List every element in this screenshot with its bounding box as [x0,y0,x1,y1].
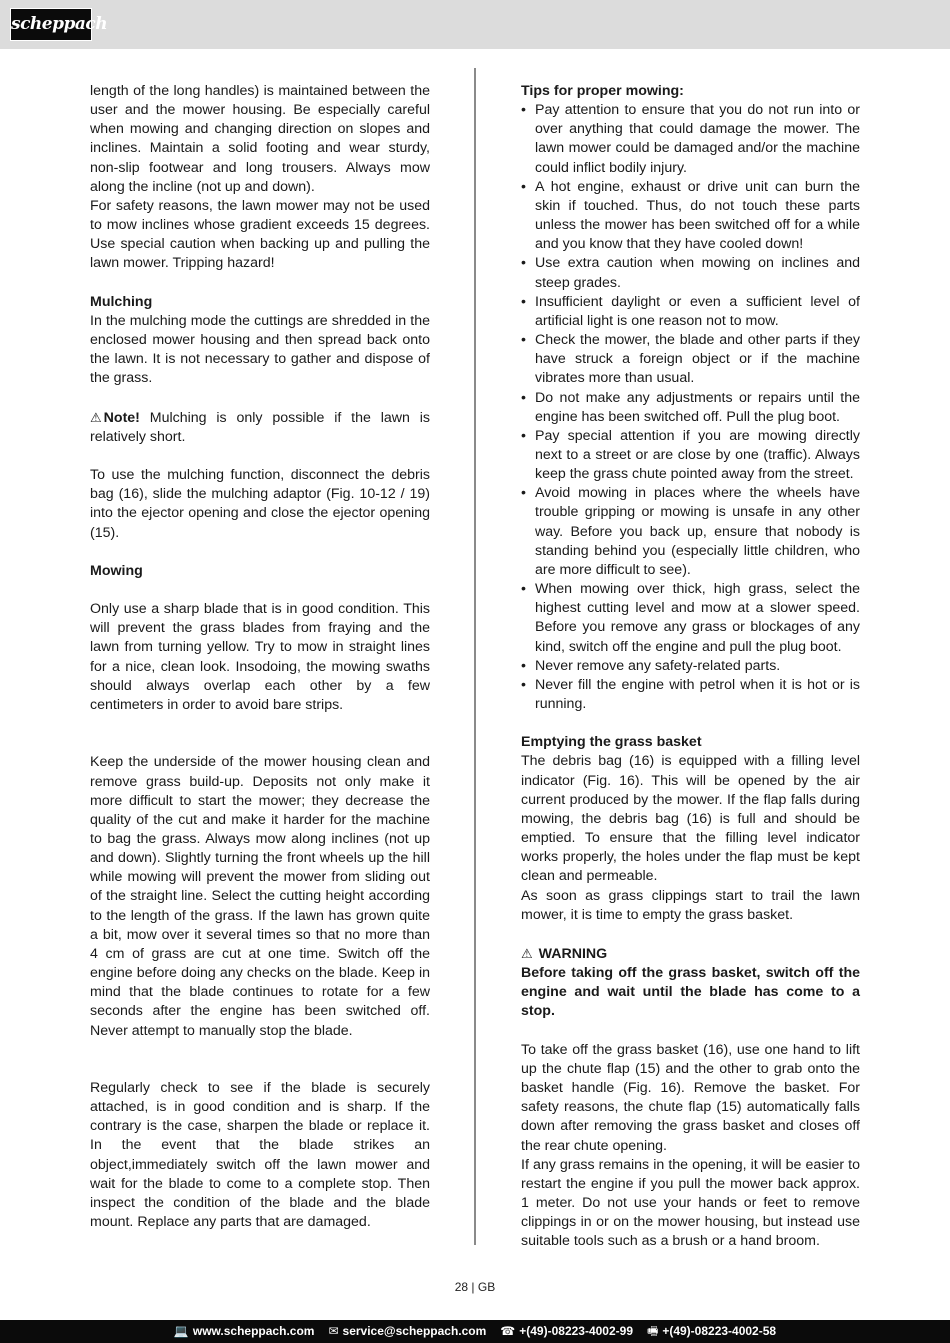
warning-icon: ⚠ [521,946,533,961]
list-item: • Insufficient daylight or even a sufficient level of artificial light is one reason not to mow. [521,293,860,331]
warning-icon: ⚠ [90,409,102,425]
tips-list [521,101,860,714]
phone-icon: ☎ [500,1324,516,1338]
intro-paragraph-1: length of the long handles) is maintained between the user and the mower housing. Be especially careful when mowing and changing direction on slopes and inclines. Maintain a solid footing and wear sturdy, non-slip footwear and long trousers. Always mow along the incline (not up and down). [90,83,430,195]
mulching-heading: Mulching [90,293,153,310]
mail-icon: ✉ [328,1324,339,1338]
computer-icon: 💻 [173,1324,189,1338]
left-column [90,82,430,1232]
note-label: Note! [103,409,140,426]
website-text: www.scheppach.com [192,1324,315,1338]
emptying-paragraph-1: The debris bag (16) is equipped with a filling level indicator (Fig. 16). This will be opened by the air current produced by the mower. If the flap falls during mowing, the debris bag (16) is full and should be emptied. To ensure that the filling level indicator works properly, the holes under the flap must be kept clean and permeable. [521,753,860,885]
page-header [0,0,950,49]
right-column [521,82,860,1251]
list-item: • Pay attention to ensure that you do not run into or over anything that could damage the mower. The lawn mower could be damaged and/or the machine could inflict bodily injury. [521,101,860,178]
list-item: • Never remove any safety-related parts. [521,657,860,676]
emptying-paragraph-2: As soon as grass clippings start to trail the lawn mower, it is time to empty the grass basket. [521,887,860,923]
mowing-paragraph-2: Keep the underside of the mower housing clean and remove grass build-up. Deposits not only make it more difficult to start the mower; they decrease the quality of the cut and make it harder for the machine to bag the grass. Always mow along inclines (not up and down). Slightly turning the front wheels up the hill while mowing will prevent the mower from sliding out of the straight line. Select the cutting height according to the length of the grass. If the lawn has grown quite a bit, mow over it several times so that no more than 4 cm of grass are cut at one time. Switch off the engine before doing any checks on the blade. Keep in mind that the blade continues to rotate for a few seconds after the engine has been switched off. Never attempt to manually stop the blade. [90,754,430,1039]
mowing-heading: Mowing [90,562,143,579]
list-item: • Pay special attention if you are mowing directly next to a street or are close by one (traffic). Always keep the grass chute pointed away from the street. [521,427,860,484]
column-divider [474,68,476,1245]
page-footer [0,1320,950,1343]
emptying-heading: Emptying the grass basket [521,734,702,751]
list-item: • When mowing over thick, high grass, select the highest cutting level and mow at a slower speed. Before you remove any grass or blockages of any kind, switch off the engine and pull the plug boot. [521,580,860,657]
list-item: • A hot engine, exhaust or drive unit can burn the skin if touched. Thus, do not touch these parts unless the mower has been switched off for a while and you know that they have cooled down! [521,178,860,255]
scheppach-logo: scheppach [10,8,92,41]
mowing-paragraph-3: Regularly check to see if the blade is securely attached, is in good condition and is sharp. If the contrary is the case, sharpen the blade or replace it. In the event that the blade strikes an object,immediately switch off the lawn mower and wait for the blade to come to a complete stop. Then inspect the condition of the blade and the blade mount. Replace any parts that are damaged. [90,1080,430,1231]
mowing-paragraph-1: Only use a sharp blade that is in good condition. This will prevent the grass blades from fraying and the lawn from turning yellow. Try to mow in straight lines for a nice, clean look. Insodoing, the mowing swaths should always overlap each other by a few centimeters in order to avoid bare strips. [90,601,430,713]
page-number: 28 | GB [454,1280,496,1294]
mulching-paragraph-2: To use the mulching function, disconnect the debris bag (16), slide the mulching adaptor (Fig. 10-12 / 19) into the ejector opening and close the ejector opening (15). [90,467,430,541]
removal-paragraph-2: If any grass remains in the opening, it will be easier to restart the engine if you pull the mower back approx. 1 meter. Do not use your hands or feet to remove clippings in or on the mower housing, but instead use suitable tools such as a brush or a hand broom. [521,1156,860,1250]
list-item: • Do not make any adjustments or repairs until the engine has been switched off. Pull the plug boot. [521,389,860,427]
mulching-paragraph-1: In the mulching mode the cuttings are shredded in the enclosed mower housing and then spread back onto the lawn. It is not necessary to gather and dispose of the grass. [90,312,430,387]
removal-paragraph-1: To take off the grass basket (16), use one hand to lift up the chute flap (15) and the other to grab onto the basket handle (Fig. 16). Remove the basket. For safety reasons, the chute flap (15) automatically falls down after removing the grass basket and closes off the rear chute opening. [521,1041,860,1154]
footer-phone[interactable] [500,1320,633,1343]
warning-label: WARNING [538,946,608,962]
warning-heading [521,944,860,964]
intro-paragraph-2: For safety reasons, the lawn mower may not be used to mow inclines whose gradient exceeds 15 degrees. Use special caution when backing up and pulling the lawn mower. Tripping hazard! [90,197,430,272]
fax-text: +(49)-08223-4002-58 [662,1324,777,1338]
footer-email[interactable] [328,1320,486,1343]
tips-heading: Tips for proper mowing: [521,83,684,99]
fax-icon: 🖷 [647,1324,659,1338]
list-item: • Never fill the engine with petrol when it is hot or is running. [521,676,860,714]
phone-text: +(49)-08223-4002-99 [519,1324,633,1338]
warning-text: Before taking off the grass basket, switch off the engine and wait until the blade has come to a stop. [521,965,860,1020]
footer-fax [647,1320,776,1343]
email-text: service@scheppach.com [342,1324,487,1338]
footer-website[interactable] [174,1320,315,1343]
list-item: • Use extra caution when mowing on inclines and steep grades. [521,254,860,292]
note-text: Mulching is only possible if the lawn is relatively short. [90,409,430,445]
list-item: • Check the mower, the blade and other parts if they have struck a foreign object or if the machine vibrates more than usual. [521,331,860,388]
mulching-note [90,408,430,447]
list-item: • Avoid mowing in places where the wheels have trouble gripping or mowing is unsafe in any other way. Before you back up, ensure that nobody is standing behind you (especially little children, who are more difficult to see). [521,484,860,580]
